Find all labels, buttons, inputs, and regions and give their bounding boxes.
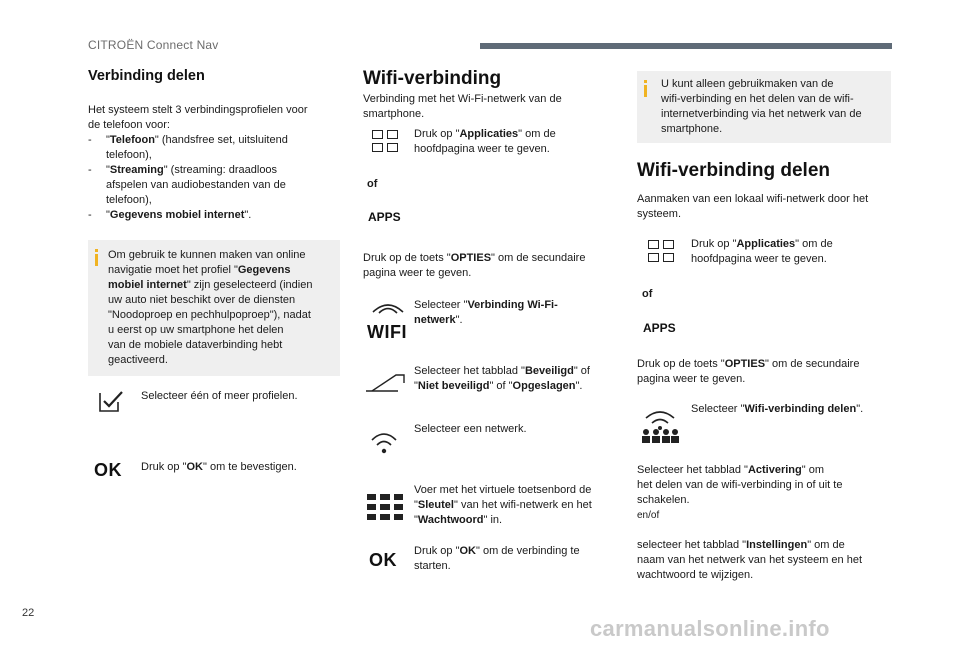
watermark: carmanualsonline.info xyxy=(590,616,830,641)
section-heading-wifi-verbinding-delen: Wifi-verbinding delen xyxy=(637,160,830,181)
header-bar xyxy=(480,43,892,49)
col2-step-enter-password: Voer met het virtuele toetsenbord de "Sleutel" van het wifi-netwerk en het "Wachtwoord" in. xyxy=(414,484,592,526)
col2-step-start-connection: Druk op "OK" om de verbinding te starten. xyxy=(414,545,580,572)
col2-step-select-network: Selecteer een netwerk. xyxy=(414,423,527,435)
ok-button-label: OK xyxy=(369,550,397,570)
col3-step-activation: Selecteer het tabblad "Activering" om het delen van de wifi-verbinding in of uit te schakelen. xyxy=(637,464,843,506)
or-label: of xyxy=(642,288,653,300)
col2-options-text: Druk op de toets "OPTIES" om de secundaire pagina weer te geven. xyxy=(363,252,586,279)
col2-step-applicaties: Druk op "Applicaties" om de hoofdpagina weer te geven. xyxy=(414,128,556,155)
wifi-icon xyxy=(370,300,406,314)
section-heading-verbinding-delen: Verbinding delen xyxy=(88,68,205,84)
apps-grid-icon xyxy=(372,130,398,152)
info-box-online-navigation xyxy=(88,240,340,376)
checkbox-check-icon xyxy=(98,390,124,414)
col3-options-text: Druk op de toets "OPTIES" om de secundaire pagina weer te geven. xyxy=(637,358,860,385)
pencil-edit-icon xyxy=(364,371,406,393)
apps-grid-icon xyxy=(648,240,674,262)
col1-step-confirm: Druk op "OK" om te bevestigen. xyxy=(141,461,297,473)
col1-intro: Het systeem stelt 3 verbindingsprofielen voor de telefoon voor: - "Telefoon" (handsfree set, uitsluitend telefoon), - "Streaming" (streaming: draadloos afspelen van audiobestanden van de telefoon), - "Gegevens mobiel internet". xyxy=(88,104,308,221)
col3-step-select-wifi-share: Selecteer "Wifi-verbinding delen". xyxy=(691,403,864,415)
col3-intro: Aanmaken van een lokaal wifi-netwerk door het systeem. xyxy=(637,193,869,220)
and-or-label: en/of xyxy=(637,510,660,521)
apps-button-label: APPS xyxy=(643,321,676,335)
ok-button-label: OK xyxy=(94,460,122,480)
col2-step-select-wifi: Selecteer "Verbinding Wi-Fi- netwerk". xyxy=(414,299,558,326)
section-heading-wifi-verbinding: Wifi-verbinding xyxy=(363,68,502,89)
keyboard-icon xyxy=(367,494,403,520)
info-box-wifi-only xyxy=(637,71,891,143)
or-label: of xyxy=(367,178,378,190)
col1-step-select-profiles: Selecteer één of meer profielen. xyxy=(141,390,298,402)
wifi-share-users-icon xyxy=(640,406,680,444)
info-text: U kunt alleen gebruikmaken van de wifi-verbinding en het delen van de wifi- internetverbinding via het netwerk van de smartphone. xyxy=(661,78,862,135)
col2-intro: Verbinding met het Wi-Fi-netwerk van de smartphone. xyxy=(363,93,562,120)
apps-button-label: APPS xyxy=(368,210,401,224)
wifi-icon xyxy=(370,430,398,456)
col3-step-settings: selecteer het tabblad "Instellingen" om de naam van het netwerk van het systeem en het wachtwoord te wijzigen. xyxy=(637,539,863,581)
info-icon xyxy=(644,80,647,83)
col3-step-applicaties: Druk op "Applicaties" om de hoofdpagina weer te geven. xyxy=(691,238,833,265)
page-number: 22 xyxy=(22,607,35,619)
info-icon xyxy=(95,249,98,252)
col2-step-select-tab: Selecteer het tabblad "Beveiligd" of "Niet beveiligd" of "Opgeslagen". xyxy=(414,365,590,392)
wifi-label: WIFI xyxy=(367,322,407,342)
manual-header-title: CITROËN Connect Nav xyxy=(88,38,219,52)
info-text: Om gebruik te kunnen maken van online navigatie moet het profiel "Gegevens mobiel internet" zijn geselecteerd (indien uw auto niet beschikt over de diensten "Noodoproep en pechhulpoproep"), nadat u eerst op uw smartphone het delen van de mobiele dataverbinding hebt geactiveerd. xyxy=(108,249,313,366)
